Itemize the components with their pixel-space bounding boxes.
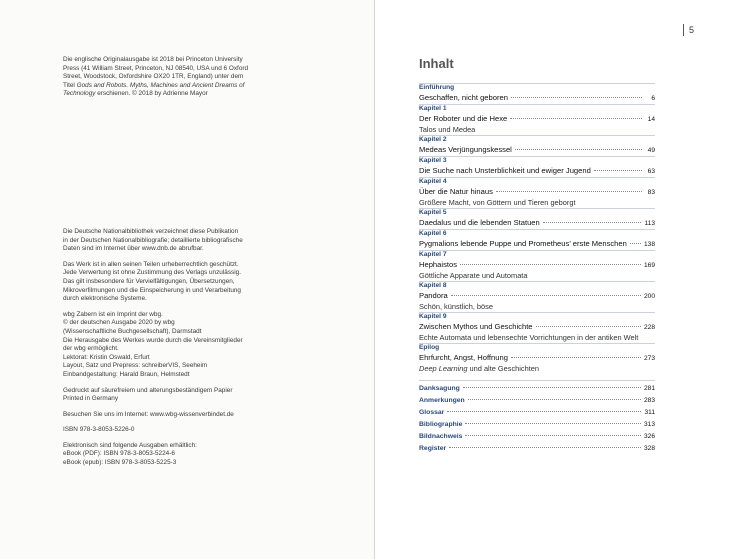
page-ref: 138 xyxy=(643,241,655,248)
chapter-label: Kapitel 3 xyxy=(419,157,447,164)
chapter-title: Geschaffen, nicht geboren xyxy=(419,93,508,102)
backmatter-title: Anmerkungen xyxy=(419,397,465,404)
leader-dots xyxy=(511,97,642,98)
toc-chapter xyxy=(419,250,655,281)
imprint-line: in der Deutschen Nationalbibliografie; detaillierte bibliografische xyxy=(63,236,243,244)
chapter-title: Ehrfurcht, Angst, Hoffnung xyxy=(419,353,508,362)
imprint-ebook-epub: eBook (epub): ISBN 978-3-8053-5225-3 xyxy=(63,459,177,467)
page-ref: 273 xyxy=(643,355,655,362)
page-ref: 6 xyxy=(651,95,655,102)
imprint-line: Das Werk ist in allen seinen Teilen urheberrechtlich geschützt. xyxy=(63,260,239,268)
chapter-label: Epilog xyxy=(419,344,440,351)
leader-dots xyxy=(465,435,641,436)
page-ref: 326 xyxy=(643,433,655,440)
imprint-ebook-pdf: eBook (PDF): ISBN 978-3-8053-5224-6 xyxy=(63,450,175,458)
toc-chapter xyxy=(419,229,655,250)
imprint-line: Das gilt insbesondere für Vervielfältigungen, Übersetzungen, xyxy=(63,277,235,285)
page-title: Inhalt xyxy=(419,56,454,71)
toc-entry xyxy=(419,353,655,364)
leader-dots xyxy=(463,387,641,388)
page-ref: 283 xyxy=(643,397,655,404)
leader-dots xyxy=(447,411,641,412)
page-ref: 311 xyxy=(644,409,655,416)
toc-entry xyxy=(419,419,655,431)
page-ref: 14 xyxy=(647,116,655,123)
leader-dots xyxy=(460,264,641,265)
imprint-line: Jede Verwertung ist ohne Zustimmung des Verlags unzulässig. xyxy=(63,269,241,277)
imprint-original-edition xyxy=(63,56,268,99)
imprint-line: Einbandgestaltung: Harald Braun, Helmstedt xyxy=(63,370,190,378)
backmatter-title: Bibliographie xyxy=(419,421,463,428)
leader-dots xyxy=(594,170,642,171)
imprint-line: durch elektronische Systeme. xyxy=(63,295,147,303)
toc-chapter xyxy=(419,312,655,343)
page-number: 5 xyxy=(683,24,694,36)
imprint-line: Lektorat: Kristin Oswald, Erfurt xyxy=(63,353,150,361)
backmatter-title: Bildnachweis xyxy=(419,433,463,440)
chapter-title: Über die Natur hinaus xyxy=(419,187,493,196)
chapter-subtitle: Deep Learning und alte Geschichten xyxy=(419,364,539,373)
backmatter-title: Register xyxy=(419,445,447,452)
imprint-line: Die Deutsche Nationalbibliothek verzeichnet diese Publikation xyxy=(63,228,239,235)
imprint-line: Mikroverfilmungen und die Einspeicherung in und Verarbeitung xyxy=(63,286,241,294)
backmatter-title: Danksagung xyxy=(419,385,460,392)
chapter-label: Kapitel 1 xyxy=(419,105,447,112)
backmatter-title: Glossar xyxy=(419,409,445,416)
table-of-contents xyxy=(419,83,655,455)
chapter-title: Pandora xyxy=(419,291,448,300)
page-ref: 83 xyxy=(647,189,655,196)
toc-backmatter xyxy=(419,380,655,455)
imprint-line: Layout, Satz und Prepress: schreiberVIS, Seeheim xyxy=(63,362,208,370)
toc-entry xyxy=(419,166,655,177)
page-ref: 169 xyxy=(643,262,655,269)
toc-chapter xyxy=(419,281,655,312)
toc-entry xyxy=(419,443,655,455)
toc-entry xyxy=(419,291,655,302)
imprint-line: Press (41 William Street, Princeton, NJ 08540, USA und 6 Oxford xyxy=(63,64,249,72)
chapter-label: Kapitel 9 xyxy=(419,313,447,320)
chapter-title: Zwischen Mythos und Geschichte xyxy=(419,322,533,331)
leader-dots xyxy=(515,149,642,150)
imprint-line: Titel Gods and Robots. Myths, Machines and Ancient Dreams of xyxy=(63,81,245,89)
toc-entry xyxy=(419,93,655,104)
page-ref: 228 xyxy=(643,324,655,331)
original-title-cont: Technology xyxy=(63,90,96,98)
leader-dots xyxy=(465,423,641,424)
toc-entry xyxy=(419,395,655,407)
imprint-dnb xyxy=(63,228,268,475)
chapter-label: Kapitel 2 xyxy=(419,136,447,143)
leader-dots xyxy=(630,243,641,244)
imprint-line: Daten sind im Internet über www.dnb.de abrufbar. xyxy=(63,245,204,253)
toc-entry xyxy=(419,322,655,333)
toc-entry xyxy=(419,383,655,395)
page-ref: 63 xyxy=(647,168,655,175)
toc-chapter xyxy=(419,177,655,208)
imprint-line: Elektronisch sind folgende Ausgaben erhältlich: xyxy=(63,441,197,449)
imprint-line: Street, Woodstock, Oxfordshire OX20 1TR, England) unter dem xyxy=(63,73,244,81)
chapter-title: Pygmalions lebende Puppe und Prometheus’ erste Menschen xyxy=(419,239,627,248)
right-page-contents xyxy=(376,0,750,559)
imprint-line: Die Herausgabe des Werkes wurde durch die Vereinsmitglieder xyxy=(63,336,243,344)
leader-dots xyxy=(511,357,641,358)
page-ref: 113 xyxy=(644,220,655,227)
toc-chapter xyxy=(419,208,655,229)
toc-chapter xyxy=(419,135,655,156)
chapter-label: Kapitel 8 xyxy=(419,282,447,289)
leader-dots xyxy=(451,295,641,296)
page-ref: 328 xyxy=(643,445,655,452)
imprint-line: wbg Zabern ist ein Imprint der wbg. xyxy=(63,310,163,318)
leader-dots xyxy=(496,191,642,192)
imprint-website: Besuchen Sie uns im Internet: www.wbg-wissenverbindet.de xyxy=(63,410,234,418)
toc-entry xyxy=(419,145,655,156)
leader-dots xyxy=(536,326,641,327)
toc-entry xyxy=(419,114,655,125)
chapter-title: Daedalus und die lebenden Statuen xyxy=(419,218,540,227)
chapter-subtitle: Schön, künstlich, böse xyxy=(419,302,493,311)
chapter-title: Die Suche nach Unsterblichkeit und ewiger Jugend xyxy=(419,166,591,175)
toc-chapter xyxy=(419,104,655,135)
toc-entry xyxy=(419,187,655,198)
imprint-line: Printed in Germany xyxy=(63,395,119,403)
imprint-line: (Wissenschaftliche Buchgesellschaft), Darmstadt xyxy=(63,327,202,335)
imprint-line: © der deutschen Ausgabe 2020 by wbg xyxy=(63,319,175,327)
toc-entry xyxy=(419,431,655,443)
toc-chapter xyxy=(419,83,655,104)
imprint-line: Die englische Originalausgabe ist 2018 bei Princeton University xyxy=(63,56,243,63)
leader-dots xyxy=(468,399,641,400)
toc-entry xyxy=(419,407,655,419)
page-ref: 49 xyxy=(647,147,655,154)
chapter-label: Kapitel 6 xyxy=(419,230,447,237)
subtitle-emphasis: Deep Learning xyxy=(419,364,468,373)
chapter-label: Kapitel 5 xyxy=(419,209,447,216)
chapter-label: Einführung xyxy=(419,84,455,91)
chapter-label: Kapitel 4 xyxy=(419,178,447,185)
page-ref: 200 xyxy=(643,293,655,300)
toc-entry xyxy=(419,218,655,229)
leader-dots xyxy=(510,118,642,119)
page-ref: 313 xyxy=(643,421,655,428)
chapter-subtitle: Talos und Medea xyxy=(419,125,476,134)
chapter-title: Medeas Verjüngungskessel xyxy=(419,145,512,154)
leader-dots xyxy=(543,222,642,223)
imprint-line: der wbg ermöglicht. xyxy=(63,345,119,353)
toc-entry xyxy=(419,260,655,271)
chapter-subtitle: Echte Automata und lebensechte Vorrichtungen in der antiken Welt xyxy=(419,333,639,342)
chapter-subtitle: Göttliche Apparate und Automata xyxy=(419,271,528,280)
chapter-title: Hephaistos xyxy=(419,260,457,269)
imprint-line: Gedruckt auf säurefreiem und alterungsbeständigem Papier xyxy=(63,386,233,394)
toc-entry xyxy=(419,239,655,250)
imprint-isbn: ISBN 978-3-8053-5226-0 xyxy=(63,426,135,434)
chapter-title: Der Roboter und die Hexe xyxy=(419,114,508,123)
leader-dots xyxy=(449,447,641,448)
toc-chapter xyxy=(419,343,655,374)
chapter-subtitle: Größere Macht, von Göttern und Tieren geborgt xyxy=(419,198,576,207)
page-ref: 281 xyxy=(643,385,655,392)
toc-chapter xyxy=(419,156,655,177)
imprint-line: Technology erschienen. © 2018 by Adrienne Mayor xyxy=(63,90,208,98)
original-title: Gods and Robots. Myths, Machines and Ancient Dreams of xyxy=(76,81,245,89)
chapter-label: Kapitel 7 xyxy=(419,251,447,258)
